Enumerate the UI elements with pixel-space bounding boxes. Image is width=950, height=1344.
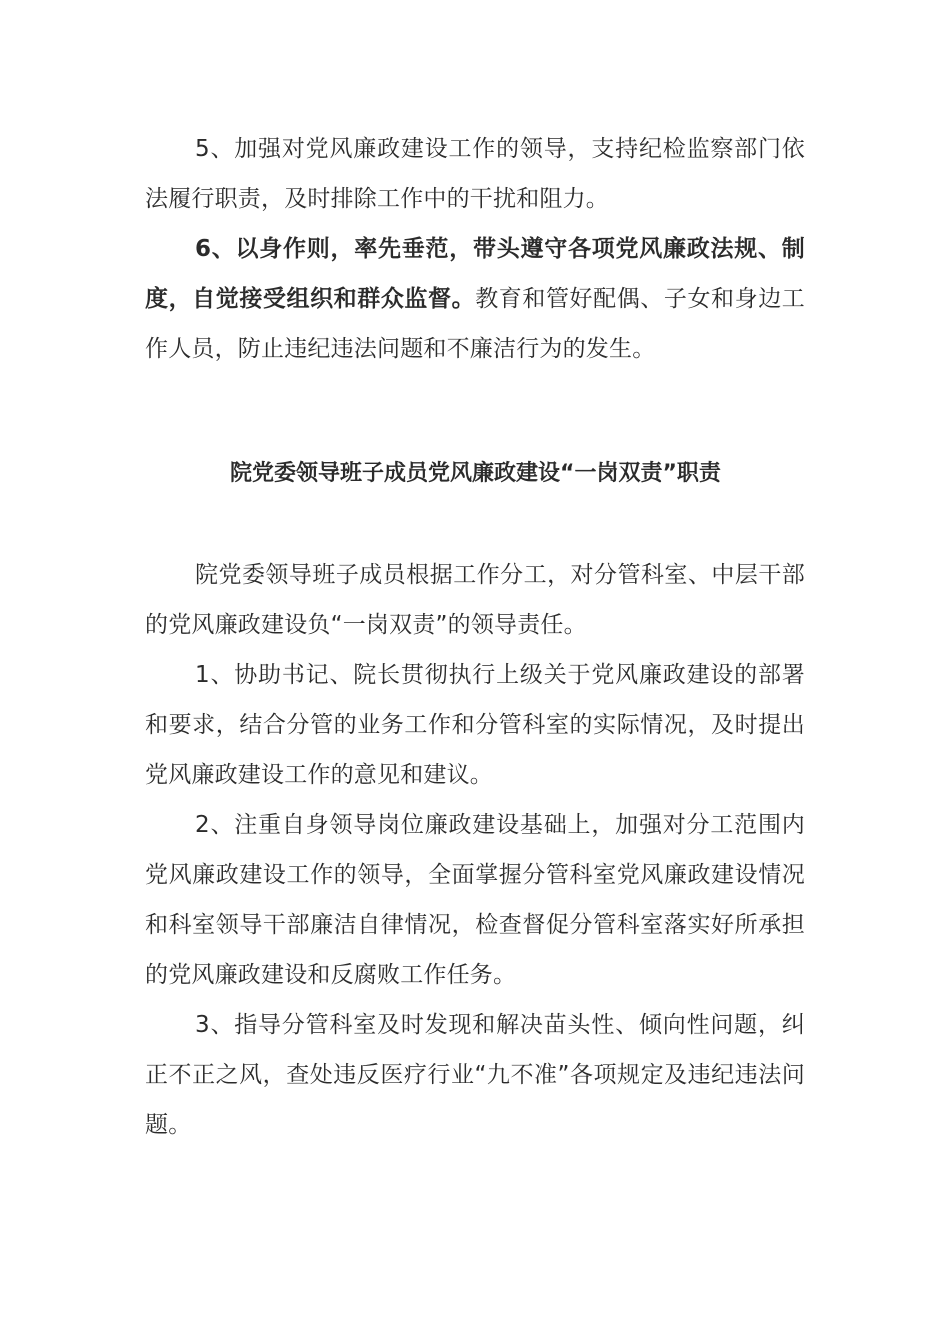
paragraph-item-2 <box>145 800 805 1000</box>
paragraph-item-1 <box>145 650 805 800</box>
paragraph-item-6 <box>145 224 805 374</box>
paragraph-item-5 <box>145 124 805 224</box>
section-one-post-two-duties <box>145 550 805 1150</box>
paragraph-item-3-text: 3、指导分管科室及时发现和解决苗头性、倾向性问题，纠正不正之风，查处违反医疗行业“九不准”各项规定及违纪违法问题。 <box>145 1012 805 1138</box>
paragraph-item-6-bold-text: 6、以身作则，率先垂范，带头遵守各项党风廉政法规、制度，自觉接受组织和群众监督。 <box>145 236 805 312</box>
section-duties-continued <box>145 124 805 374</box>
paragraph-intro <box>145 550 805 650</box>
paragraph-item-2-text: 2、注重自身领导岗位廉政建设基础上，加强对分工范围内党风廉政建设工作的领导，全面掌握分管科室党风廉政建设情况和科室领导干部廉洁自律情况，检查督促分管科室落实好所承担的党风廉政建设和反腐败工作任务。 <box>145 812 805 988</box>
paragraph-intro-text: 院党委领导班子成员根据工作分工，对分管科室、中层干部的党风廉政建设负“一岗双责”的领导责任。 <box>145 562 805 638</box>
paragraph-item-6-text: 教育和管好配偶、子女和身边工作人员，防止违纪违法问题和不廉洁行为的发生。 <box>145 286 805 362</box>
paragraph-item-3 <box>145 1000 805 1150</box>
paragraph-item-1-text: 1、协助书记、院长贯彻执行上级关于党风廉政建设的部署和要求，结合分管的业务工作和分管科室的实际情况，及时提出党风廉政建设工作的意见和建议。 <box>145 662 805 788</box>
paragraph-item-5-text: 5、加强对党风廉政建设工作的领导，支持纪检监察部门依法履行职责，及时排除工作中的干扰和阻力。 <box>145 136 805 212</box>
section-heading: 院党委领导班子成员党风廉政建设“一岗双责”职责 <box>230 461 721 486</box>
